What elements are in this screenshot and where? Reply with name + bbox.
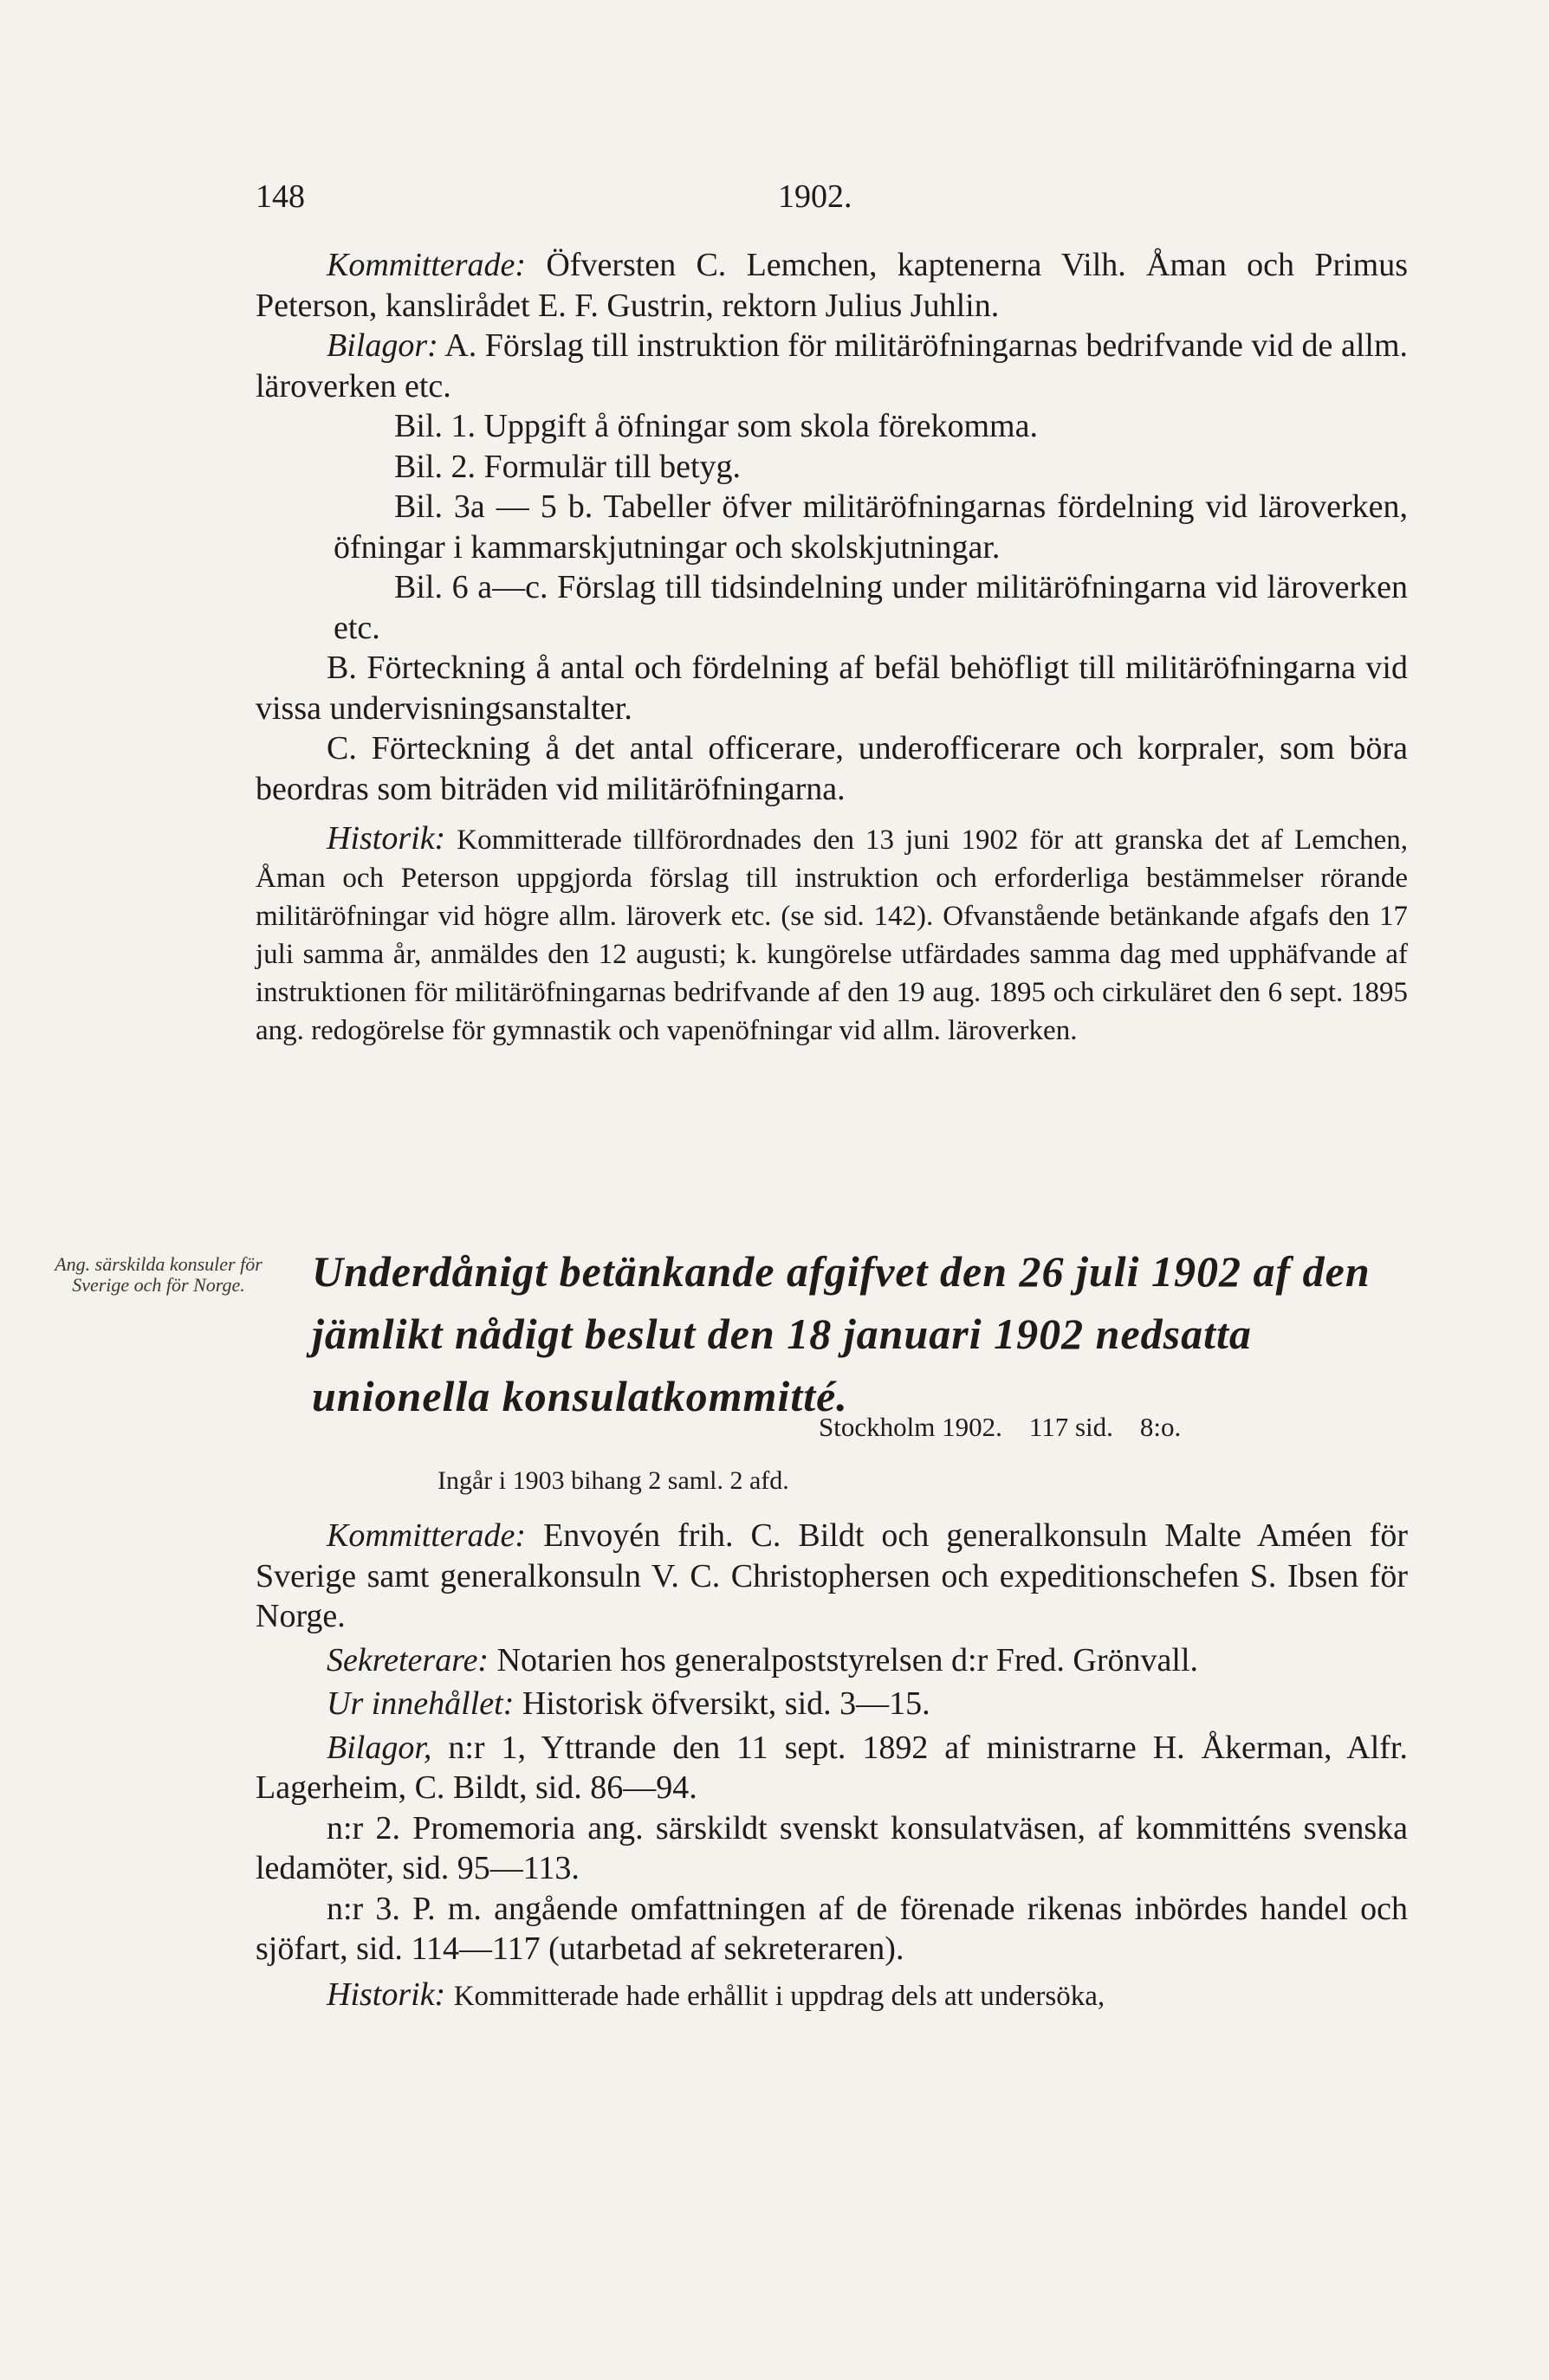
running-year: 1902. — [778, 178, 852, 215]
page-number: 148 — [256, 178, 305, 215]
margin-note: Ang. särskilda konsuler för Sverige och för Norge. — [55, 1253, 262, 1296]
historik-paragraph: Historik: Kommitterade tillförordnades den 13 juni 1902 för att granska det af Lemchen, Åman och Peterson uppgjorda förslag till instruktion och erforderliga bestämmelser rörande militäröfningar vid högre allm. läroverk etc. (se sid. 142). Ofvanstående betänkande afgafs den 17 juli samma år, anmäldes den 12 augusti; k. kungörelse utfärdades samma dag med upphäfvande af instruktionen för militäröfningarnas bedrifvande af den 19 aug. 1895 och cirkuläret den 6 sept. 1895 ang. redogörelse för gymnastik och vapenöfningar vid allm. läroverken. — [256, 820, 1408, 1046]
bilagor-2-paragraph: Bilagor, n:r 1, Yttrande den 11 sept. 1892 af ministrarne H. Åkerman, Alfr. Lagerheim, C. Bildt, sid. 86—94. — [256, 1729, 1408, 1806]
bil-2: Bil. 2. Formulär till betyg. — [394, 448, 742, 485]
innehall-paragraph: Ur innehållet: Historisk öfversikt, sid. 3—15. — [327, 1685, 930, 1722]
bilaga-b: B. Förteckning å antal och fördelning af befäl behöfligt till militäröfningarna vid vissa undervisningsanstalter. — [256, 650, 1408, 727]
bil-1: Bil. 1. Uppgift å öfningar som skola förekomma. — [394, 408, 1038, 444]
publication-info: Stockholm 1902. 117 sid. 8:o. — [819, 1412, 1182, 1442]
bilagor-2-item-3: n:r 3. P. m. angående omfattningen af de förenade rikenas inbördes handel och sjöfart, sid. 114—117 (utarbetad af sekreteraren). — [256, 1890, 1408, 1967]
bil-3: Bil. 3a — 5 b. Tabeller öfver militäröfningarnas fördelning vid läroverken, öfningar i kammarskjutningar och skolskjutningar. — [334, 488, 1408, 566]
section-militarofningar — [256, 245, 1408, 1050]
bilagor-2-item-2: n:r 2. Promemoria ang. särskildt svenskt konsulatväsen, af kommitténs svenska ledamöter, sid. 95—113. — [256, 1809, 1408, 1886]
ingar-note: Ingår i 1903 bihang 2 saml. 2 afd. — [437, 1466, 789, 1495]
bilaga-c: C. Förteckning å det antal officerare, underofficerare och korpraler, som böra beordras som biträden vid militäröfningarna. — [256, 730, 1408, 807]
bilagor-paragraph: Bilagor: A. Förslag till instruktion för militäröfningarnas bedrifvande vid de allm. läroverken etc. — [256, 327, 1409, 404]
kommitterade-paragraph-2: Kommitterade: Envoyén frih. C. Bildt och generalkonsuln Malte Améen för Sverige samt generalkonsuln V. C. Christophersen och expeditionschefen S. Ibsen för Norge. — [256, 1517, 1408, 1634]
page-header — [256, 178, 1382, 230]
report-title: Underdånigt betänkande afgifvet den 26 juli 1902 af den jämlikt nådigt beslut den 18 januari 1902 nedsatta unionella konsulatkommitté. — [312, 1247, 1371, 1420]
bil-6: Bil. 6 a—c. Förslag till tidsindelning under militäröfningarna vid läroverken etc. — [334, 569, 1408, 646]
sekreterare-paragraph: Sekreterare: Notarien hos generalpoststyrelsen d:r Fred. Grönvall. — [327, 1641, 1199, 1678]
section-konsulatkommitte — [256, 1516, 1408, 2016]
kommitterade-paragraph: Kommitterade: Öfversten C. Lemchen, kaptenerna Vilh. Åman och Primus Peterson, kanslirådet E. F. Gustrin, rektorn Julius Juhlin. — [256, 247, 1409, 324]
historik-paragraph-2: Historik: Kommitterade hade erhållit i uppdrag dels att undersöka, — [327, 1976, 1105, 2013]
